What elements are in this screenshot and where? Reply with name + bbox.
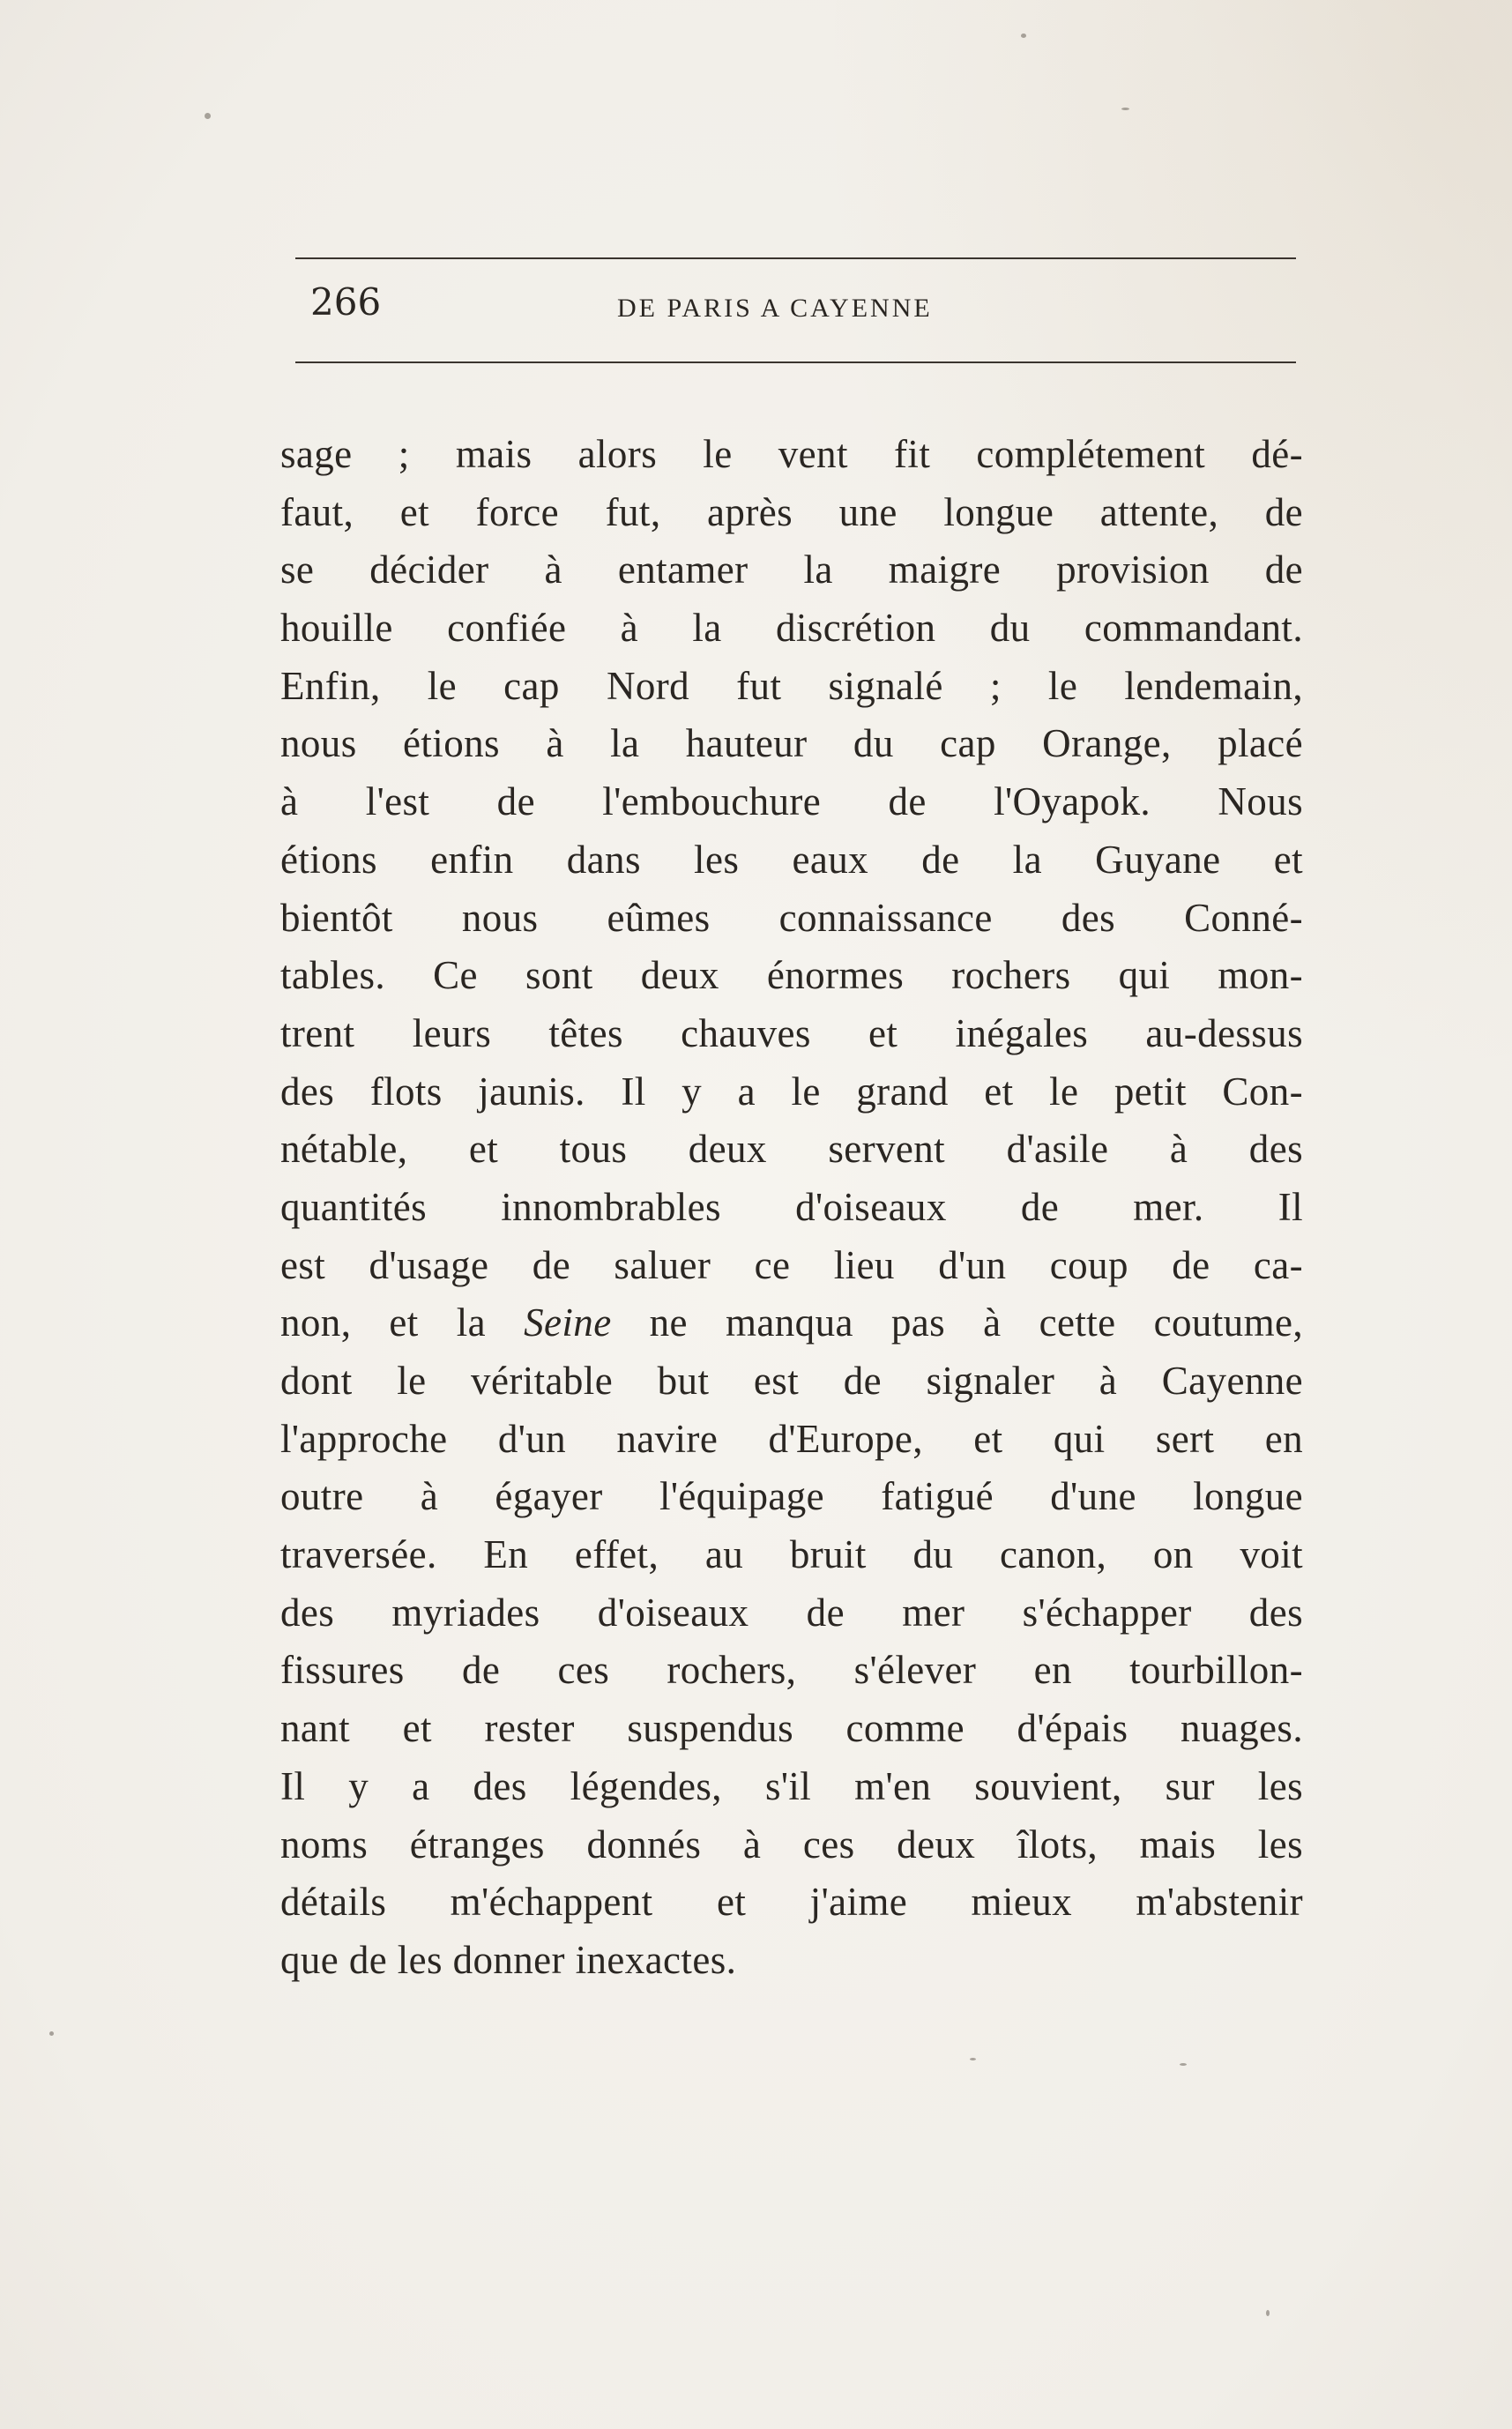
page-number: 266 bbox=[310, 280, 382, 324]
paper-speck bbox=[1180, 2063, 1187, 2066]
text-segment: ne manqua pas à cette coutume, bbox=[611, 1300, 1304, 1345]
text-line: faut, et force fut, après une longue attente, de bbox=[280, 489, 1303, 534]
text-line: noms étranges donnés à ces deux îlots, mais les bbox=[280, 1822, 1303, 1866]
text-line-last: que de les donner inexactes. bbox=[280, 1937, 737, 1982]
text-line: l'approche d'un navire d'Europe, et qui sert en bbox=[280, 1416, 1303, 1461]
ship-name-italic: Seine bbox=[524, 1300, 612, 1345]
body-text bbox=[280, 426, 1303, 1990]
text-line: houille confiée à la discrétion du commandant. bbox=[280, 606, 1303, 651]
paper-speck bbox=[1121, 108, 1129, 110]
text-line: est d'usage de saluer ce lieu d'un coup de ca- bbox=[280, 1242, 1303, 1287]
text-segment: non, et la bbox=[280, 1300, 525, 1345]
text-line: nous étions à la hauteur du cap Orange, placé bbox=[280, 721, 1303, 766]
text-line: à l'est de l'embouchure de l'Oyapok. Nous bbox=[280, 779, 1303, 824]
header-bottom-rule bbox=[295, 361, 1296, 363]
header-top-rule bbox=[295, 257, 1296, 259]
text-line: des myriades d'oiseaux de mer s'échapper des bbox=[280, 1590, 1303, 1635]
text-line-with-italic bbox=[280, 1294, 1303, 1352]
text-line: nétable, et tous deux servent d'asile à des bbox=[280, 1127, 1303, 1172]
paper-speck bbox=[49, 2031, 54, 2036]
text-line: Enfin, le cap Nord fut signalé ; le lendemain, bbox=[280, 663, 1303, 708]
text-line: détails m'échappent et j'aime mieux m'abstenir bbox=[280, 1880, 1303, 1925]
text-line: tables. Ce sont deux énormes rochers qui mon- bbox=[280, 953, 1303, 998]
text-line: trent leurs têtes chauves et inégales au-dessus bbox=[280, 1010, 1303, 1055]
paper-speck bbox=[970, 2058, 976, 2060]
text-line: nant et rester suspendus comme d'épais nuages. bbox=[280, 1706, 1303, 1751]
text-line: Il y a des légendes, s'il m'en souvient, sur les bbox=[280, 1763, 1303, 1808]
text-line: quantités innombrables d'oiseaux de mer. Il bbox=[280, 1184, 1303, 1229]
text-line: fissures de ces rochers, s'élever en tourbillon- bbox=[280, 1648, 1303, 1693]
text-line: traversée. En effet, au bruit du canon, on voit bbox=[280, 1532, 1303, 1577]
text-line: dont le véritable but est de signaler à Cayenne bbox=[280, 1359, 1303, 1403]
text-line: des flots jaunis. Il y a le grand et le petit Con- bbox=[280, 1069, 1303, 1114]
text-line: sage ; mais alors le vent fit complétement dé- bbox=[280, 432, 1303, 476]
running-title: DE PARIS A CAYENNE bbox=[617, 294, 933, 323]
paper-speck bbox=[1266, 2310, 1270, 2316]
paper-speck bbox=[205, 113, 211, 119]
paper-speck bbox=[1021, 34, 1026, 38]
text-line: outre à égayer l'équipage fatigué d'une longue bbox=[280, 1474, 1303, 1519]
text-line: bientôt nous eûmes connaissance des Conné- bbox=[280, 895, 1303, 940]
text-line: étions enfin dans les eaux de la Guyane et bbox=[280, 837, 1303, 882]
text-line: se décider à entamer la maigre provision de bbox=[280, 548, 1303, 592]
